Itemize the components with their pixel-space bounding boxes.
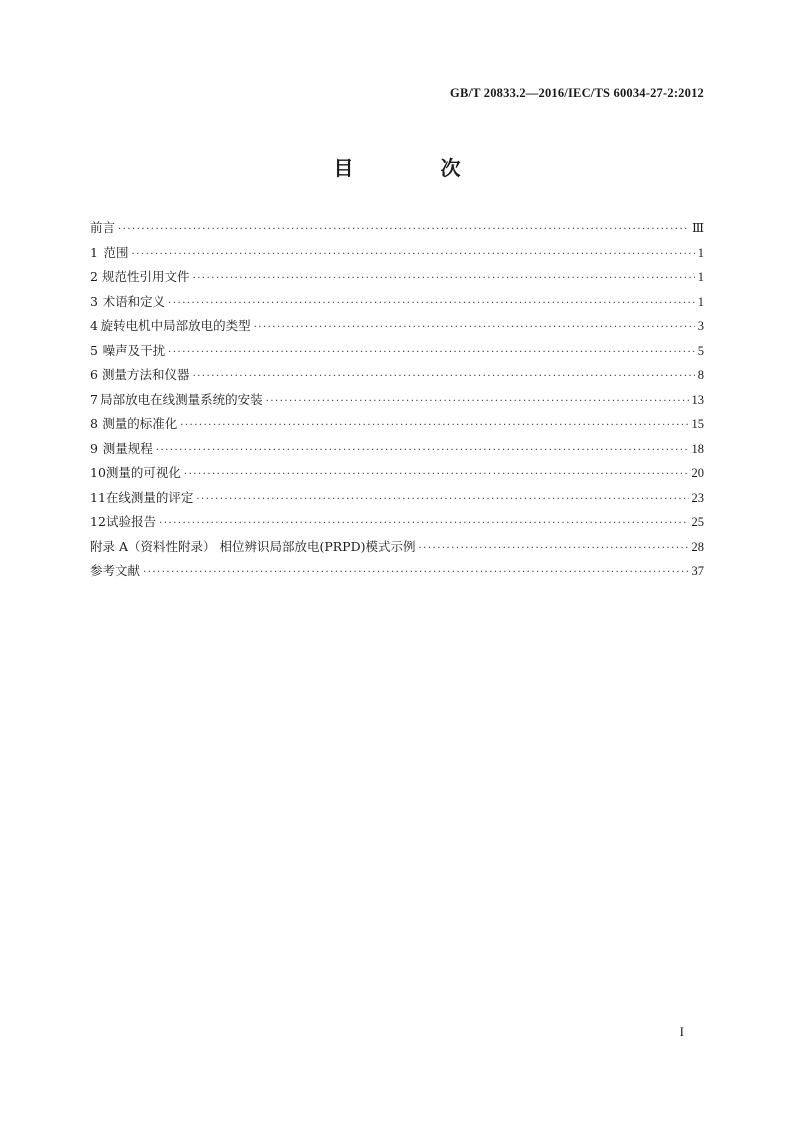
toc-entry-page: 18 xyxy=(691,441,704,456)
toc-entry-number: 12 xyxy=(90,514,106,529)
toc-entry-label: 局部放电在线测量系统的安装 xyxy=(100,391,263,407)
dot-leader xyxy=(118,224,689,235)
dot-leader xyxy=(196,494,688,505)
toc-entry-number: 4 xyxy=(90,318,98,333)
toc-entry-number: 11 xyxy=(90,489,106,505)
toc-entry-page: 15 xyxy=(691,417,704,431)
toc-entry-label: 测量的可视化 xyxy=(105,465,181,480)
toc-entry-label: 前言 xyxy=(90,220,116,235)
dot-leader xyxy=(159,518,688,529)
toc-entry-page: 5 xyxy=(697,343,704,358)
toc-entry-label: 在线测量的评定 xyxy=(105,489,194,505)
toc-entry-label: 附录 A（资料性附录） 相位辨识局部放电(PRPD)模式示例 xyxy=(90,538,416,554)
toc-entry-label: 旋转电机中局部放电的类型 xyxy=(100,318,251,333)
standard-code: GB/T 20833.2—2016/IEC/TS 60034-27-2:2012 xyxy=(450,86,704,100)
toc-entry[interactable] xyxy=(90,218,704,243)
toc-entry-page: Ⅲ xyxy=(691,221,704,235)
dot-leader xyxy=(193,371,695,382)
toc-entry-label: 范围 xyxy=(103,244,129,260)
toc-entry[interactable] xyxy=(90,537,704,562)
toc-entry-page: 8 xyxy=(697,368,704,382)
dot-leader xyxy=(254,322,695,333)
page-title: 目 次 xyxy=(333,156,501,180)
toc-entry[interactable] xyxy=(90,439,704,464)
toc-entry[interactable] xyxy=(90,414,704,439)
toc-entry[interactable] xyxy=(90,390,704,415)
page-number: I xyxy=(679,1024,684,1039)
toc-entry-label: 测量方法和仪器 xyxy=(102,367,190,382)
dot-leader xyxy=(156,445,689,456)
toc-entry[interactable] xyxy=(90,316,704,341)
toc-entry-page: 1 xyxy=(697,294,704,309)
toc-entry-page: 1 xyxy=(697,245,704,260)
toc-entry-page: 37 xyxy=(691,564,704,578)
toc-entry[interactable] xyxy=(90,292,704,317)
toc-entry[interactable] xyxy=(90,488,704,513)
toc-entry-label: 测量规程 xyxy=(102,440,153,456)
dot-leader xyxy=(168,298,695,309)
toc-entry-number: 2 xyxy=(90,269,98,284)
toc-entry[interactable] xyxy=(90,561,704,586)
toc-entry-label: 测量的标准化 xyxy=(102,416,178,431)
toc-entry-page: 1 xyxy=(697,270,704,284)
toc-entry-label: 参考文献 xyxy=(90,563,141,578)
toc-entry-page: 13 xyxy=(691,392,704,407)
dot-leader xyxy=(168,347,695,358)
dot-leader xyxy=(193,273,695,284)
toc-entry-number: 8 xyxy=(90,416,98,431)
toc-entry-page: 28 xyxy=(691,539,704,554)
toc-entry[interactable] xyxy=(90,365,704,390)
toc-entry-number: 10 xyxy=(90,465,106,480)
toc-entry[interactable] xyxy=(90,243,704,268)
toc-entry-number: 6 xyxy=(90,367,98,382)
toc-entry[interactable] xyxy=(90,512,704,537)
dot-leader xyxy=(180,420,688,431)
toc-entry-number: 9 xyxy=(90,440,98,456)
toc-entry-number: 3 xyxy=(90,293,98,309)
toc-entry-label: 噪声及干扰 xyxy=(102,342,166,358)
toc-entry-page: 23 xyxy=(691,490,704,505)
toc-entry-number: 7 xyxy=(90,391,98,407)
toc-entry[interactable] xyxy=(90,463,704,488)
dot-leader xyxy=(132,249,695,260)
toc-entry-page: 25 xyxy=(691,515,704,529)
dot-leader xyxy=(266,396,689,407)
dot-leader xyxy=(184,469,689,480)
toc-entry-number: 5 xyxy=(90,342,98,358)
table-of-contents xyxy=(90,218,704,586)
toc-entry-label: 规范性引用文件 xyxy=(102,269,190,284)
toc-entry-label: 试验报告 xyxy=(106,514,157,529)
dot-leader xyxy=(418,543,688,554)
toc-entry-page: 3 xyxy=(697,319,704,333)
dot-leader xyxy=(143,567,688,578)
toc-entry-label: 术语和定义 xyxy=(102,293,166,309)
toc-entry[interactable] xyxy=(90,267,704,292)
toc-entry-number: 1 xyxy=(90,244,98,260)
toc-entry-page: 20 xyxy=(691,466,704,480)
toc-entry[interactable] xyxy=(90,341,704,366)
